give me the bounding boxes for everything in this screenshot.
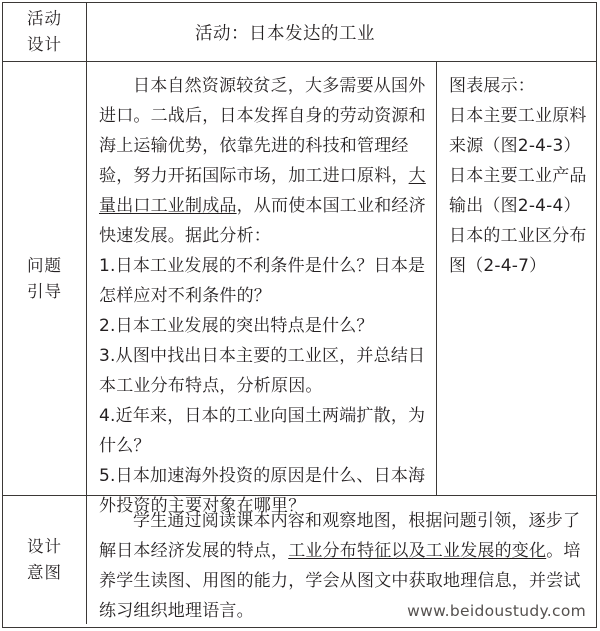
row-label-line1: 活动 (27, 9, 62, 28)
design-intent-underlined: 工业分布特征以及工业发展的变化 (288, 541, 547, 561)
guidance-paragraph-part1: 日本自然资源较贫乏，大多需要从国外进口。二战后，日本发挥自身的劳动资源和海上运输优势，依靠先进的科技和管理经验，努力开拓国际市场，加工进口原料， (99, 76, 426, 186)
table-row-activity-design (3, 3, 596, 61)
chart-display-heading: 图表展示： (449, 76, 535, 96)
row-label-design-intent (3, 496, 87, 624)
design-intent-cell (87, 496, 596, 624)
activity-title-cell (87, 3, 596, 61)
list-item: 4.近年来，日本的工业向国土两端扩散，为什么？ (99, 406, 426, 456)
row-label-line2: 设计 (27, 35, 62, 54)
row-label-line1: 问题 (27, 255, 62, 275)
watermark: www.beidoustudy.com (407, 602, 586, 620)
design-intent-part2: 。培养学生读图、用图的能力，学会从图文中获取地理信息，并尝试练习组织地理语言。 (99, 541, 581, 621)
row-label-line2: 意图 (27, 563, 62, 582)
guidance-paragraph-underlined: 大量出口工业制成品 (99, 166, 426, 216)
table-row-design-intent (3, 495, 596, 624)
row-label-activity-design (3, 3, 87, 61)
list-item: 5.日本加速海外投资的原因是什么、日本海外投资的主要对象在哪里？ (99, 466, 426, 516)
activity-title: 活动：日本发达的工业 (195, 23, 375, 44)
list-item: 2.日本工业发展的突出特点是什么？ (99, 316, 374, 336)
design-intent-part1: 学生通过阅读课本内容和观察地图，根据问题引领，逐步了解日本经济发展的特点， (99, 511, 581, 561)
row-label-question-guidance (3, 62, 87, 495)
list-item: 日本主要工业原料来源（图2-4-3） (449, 106, 587, 156)
guidance-text-column (87, 62, 437, 516)
guidance-paragraph (99, 71, 432, 251)
list-item: 日本主要工业产品输出（图2-4-4） (449, 166, 587, 216)
list-item: 日本的工业区分布图（2-4-7） (449, 226, 587, 276)
list-item: 3.从图中找出日本主要的工业区，并总结日本工业分布特点，分析原因。 (99, 346, 426, 396)
row-label-line2: 引导 (27, 281, 62, 301)
table-row-question-guidance (3, 61, 596, 516)
row-label-line1: 设计 (27, 537, 62, 556)
lesson-plan-table (2, 2, 597, 628)
chart-display-column (437, 62, 596, 495)
guidance-content-cell (87, 62, 596, 516)
list-item: 1.日本工业发展的不利条件是什么？日本是怎样应对不利条件的？ (99, 256, 426, 306)
guidance-paragraph-part2: ，从而使本国工业和经济快速发展。据此分析： (99, 196, 426, 246)
